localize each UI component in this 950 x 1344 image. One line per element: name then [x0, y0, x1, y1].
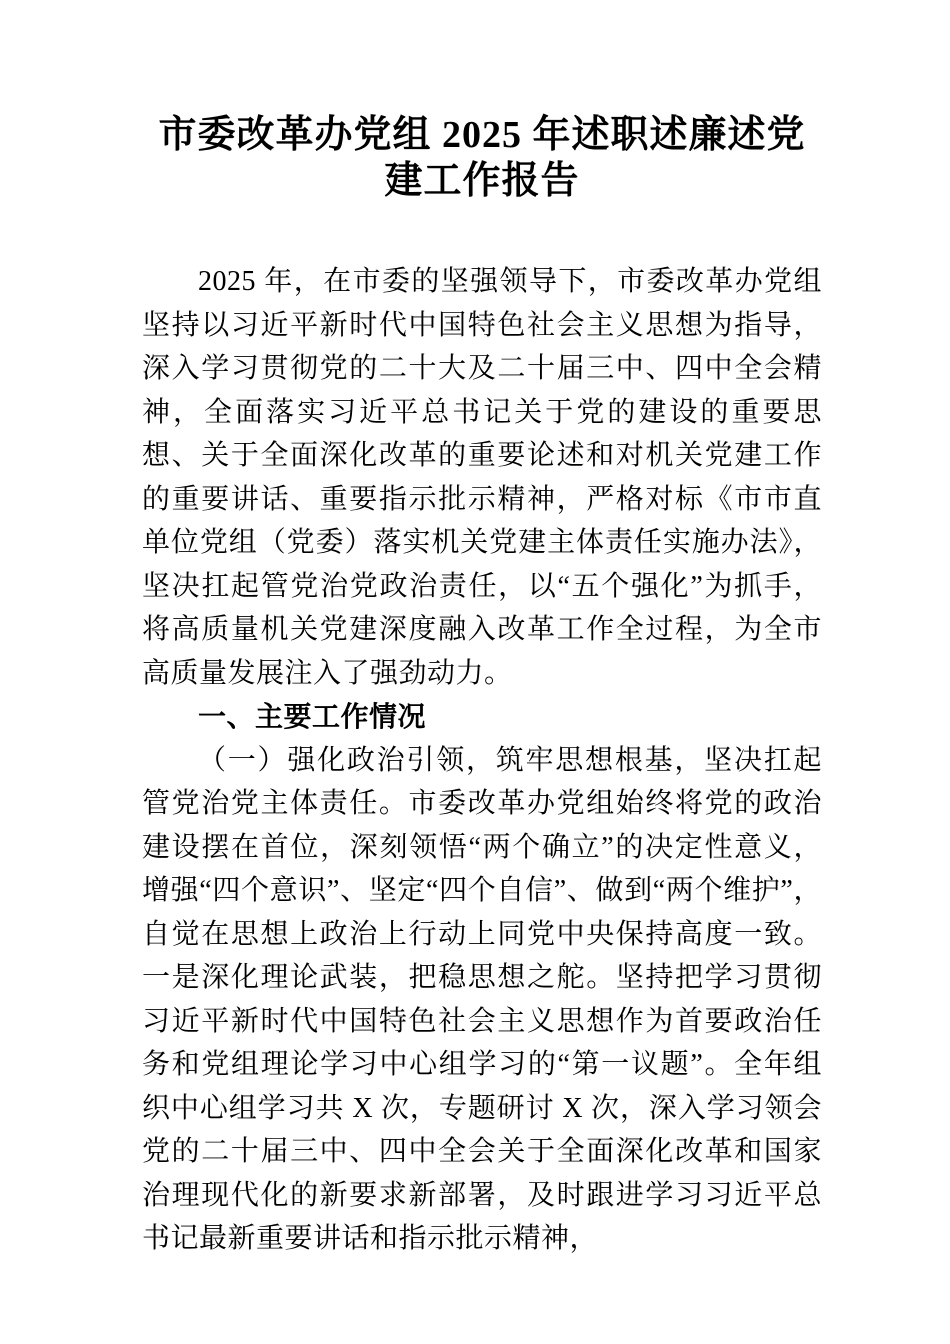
- intro-paragraph: 2025 年，在市委的坚强领导下，市委改革办党组坚持以习近平新时代中国特色社会主义思想为指导，深入学习贯彻党的二十大及二十届三中、四中全会精神，全面落实习近平总书记关于党的建设的重要思想、关于全面深化改革的重要论述和对机关党建工作的重要讲话、重要指示批示精神，严格对标《市市直单位党组（党委）落实机关党建主体责任实施办法》，坚决扛起管党治党政治责任，以“五个强化”为抓手，将高质量机关党建深度融入改革工作全过程，为全市高质量发展注入了强劲动力。: [142, 266, 822, 689]
- document-title: 市委改革办党组 2025 年述职述廉述党建工作报告: [158, 114, 806, 202]
- section-heading-main-work: 一、主要工作情况: [198, 701, 427, 732]
- section-paragraph-political-leadership: （一）强化政治引领，筑牢思想根基，坚决扛起管党治党主体责任。市委改革办党组始终将党的政治建设摆在首位，深刻领悟“两个确立”的决定性意义，增强“四个意识”、坚定“四个自信”、做到“两个维护”，自觉在思想上政治上行动上同党中央保持高度一致。一是深化理论武装，把稳思想之舵。坚持把学习贯彻习近平新时代中国特色社会主义思想作为首要政治任务和党组理论学习中心组学习的“第一议题”。全年组织中心组学习共 X 次，专题研讨 X 次，深入学习领会党的二十届三中、四中全会关于全面深化改革和国家治理现代化的新要求新部署，及时跟进学习习近平总书记最新重要讲话和指示批示精神，: [142, 744, 822, 1254]
